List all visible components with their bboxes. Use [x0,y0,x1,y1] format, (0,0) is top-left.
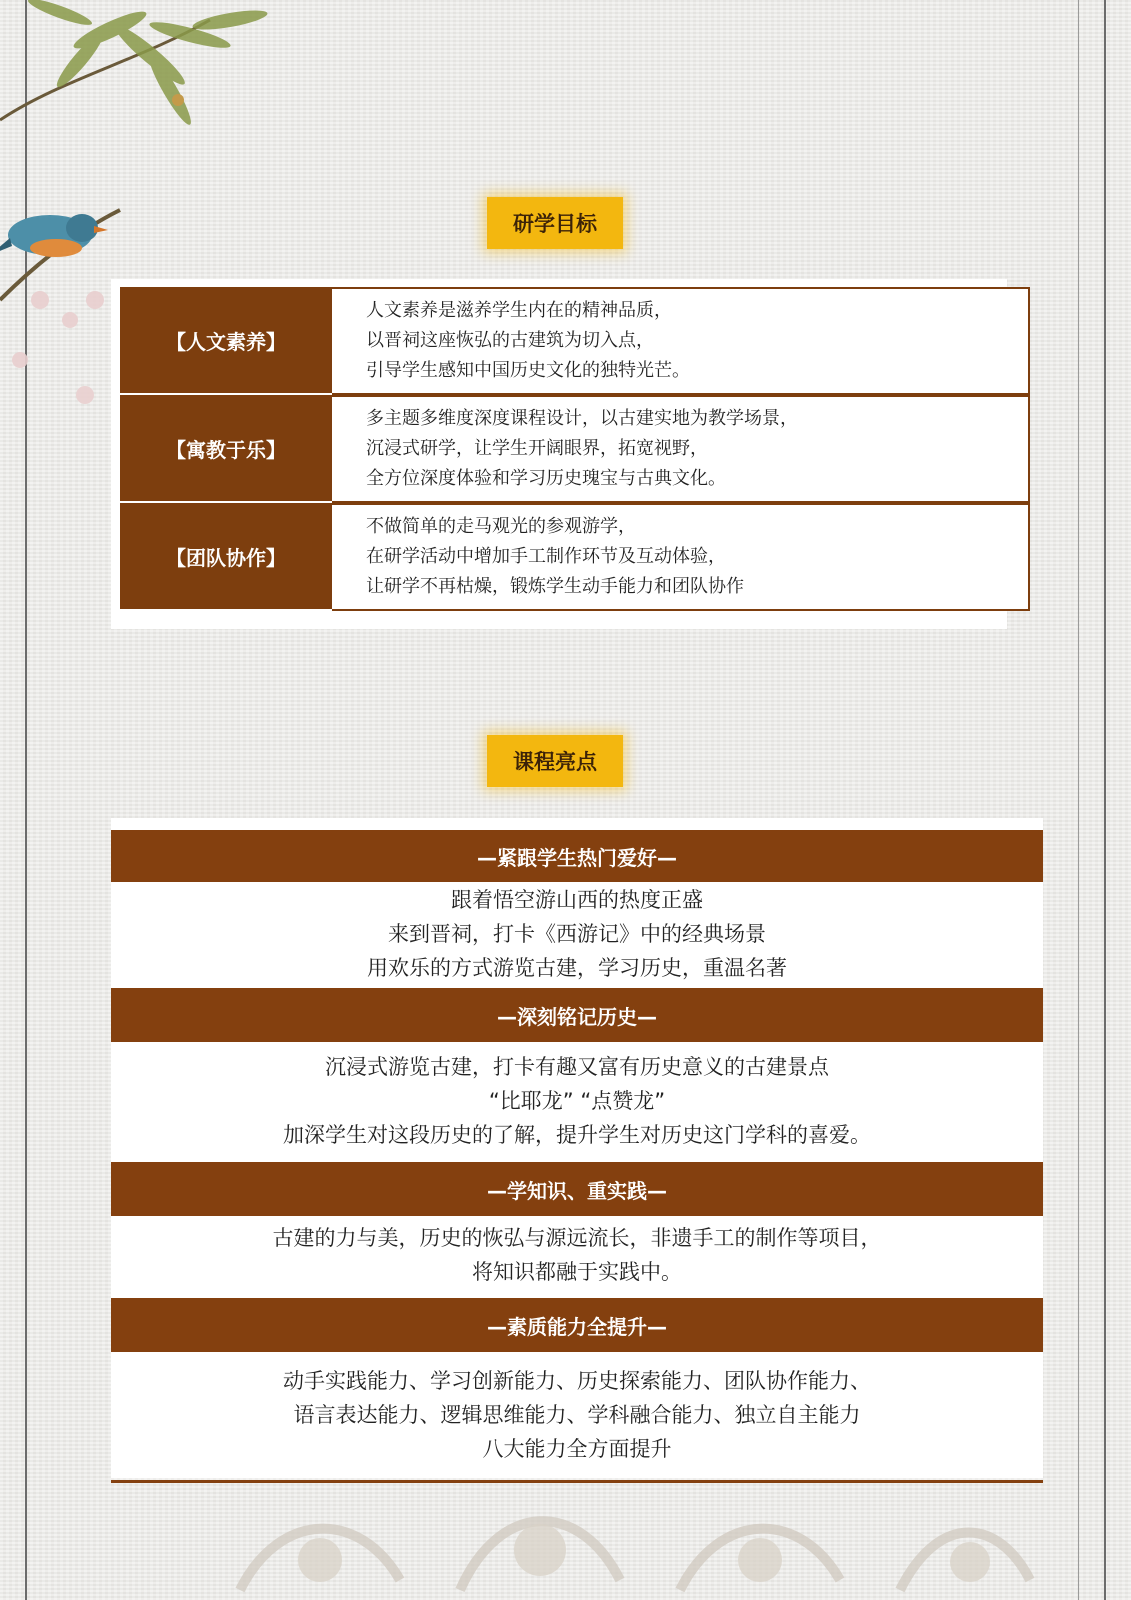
highlights-panel [111,818,1043,1478]
highlight-line: 古建的力与美，历史的恢弘与源远流长，非遗手工的制作等项目， [272,1226,882,1250]
goals-panel [111,279,1007,629]
floral-pattern-decoration [200,1470,1040,1600]
section-title-highlights: 课程亮点 [487,735,623,787]
goal-line: 不做简单的走马观光的参观游学， [366,516,636,537]
goal-line: 让研学不再枯燥，锻炼学生动手能力和团队协作 [366,576,744,597]
highlight-line: 将知识都融于实践中。 [472,1260,682,1284]
goal-line: 沉浸式研学，让学生开阔眼界，拓宽视野， [366,438,708,459]
highlight-line: 八大能力全方面提升 [482,1437,672,1461]
goal-row [120,287,996,393]
highlight-line: 语言表达能力、逻辑思维能力、学科融合能力、独立自主能力 [293,1403,861,1427]
goal-line: 全方位深度体验和学习历史瑰宝与古典文化。 [366,468,726,489]
goal-line: 以晋祠这座恢弘的古建筑为切入点， [366,330,654,351]
goal-label: 【寓教于乐】 [120,395,332,501]
goal-label: 【团队协作】 [120,503,332,609]
highlight-line: 用欢乐的方式游览古建，学习历史，重温名著 [367,956,787,980]
highlight-line: 动手实践能力、学习创新能力、历史探索能力、团队协作能力、 [283,1369,871,1393]
goal-description [332,503,1030,611]
highlight-body [111,882,1043,986]
goal-label: 【人文素养】 [120,287,332,393]
goal-row [120,395,996,501]
highlight-body [111,1044,1043,1158]
highlight-line: 加深学生对这段历史的了解，提升学生对历史这门学科的喜爱。 [283,1123,871,1147]
highlight-line: 跟着悟空游山西的热度正盛 [451,888,703,912]
goal-description [332,395,1030,503]
highlight-heading: —学知识、重实践— [111,1162,1043,1216]
goal-line: 多主题多维度深度课程设计，以古建实地为教学场景， [366,408,798,429]
section-title-goals: 研学目标 [487,197,623,249]
frame-line-right-outer [1104,0,1106,1600]
highlight-body [111,1354,1043,1476]
goal-line: 人文素养是滋养学生内在的精神品质， [366,300,672,321]
highlight-line: 沉浸式游览古建，打卡有趣又富有历史意义的古建景点 [325,1055,829,1079]
frame-line-right-inner [1078,0,1079,1600]
highlight-body [111,1216,1043,1294]
highlight-heading: —紧跟学生热门爱好— [111,830,1043,882]
highlight-heading: —深刻铭记历史— [111,988,1043,1042]
highlight-line: “比耶龙” “点赞龙” [488,1089,666,1113]
highlight-line: 来到晋祠，打卡《西游记》中的经典场景 [388,922,766,946]
highlight-heading: —素质能力全提升— [111,1298,1043,1352]
goal-line: 在研学活动中增加手工制作环节及互动体验， [366,546,726,567]
goal-line: 引导学生感知中国历史文化的独特光芒。 [366,360,690,381]
goal-description [332,287,1030,395]
goal-row [120,503,996,609]
